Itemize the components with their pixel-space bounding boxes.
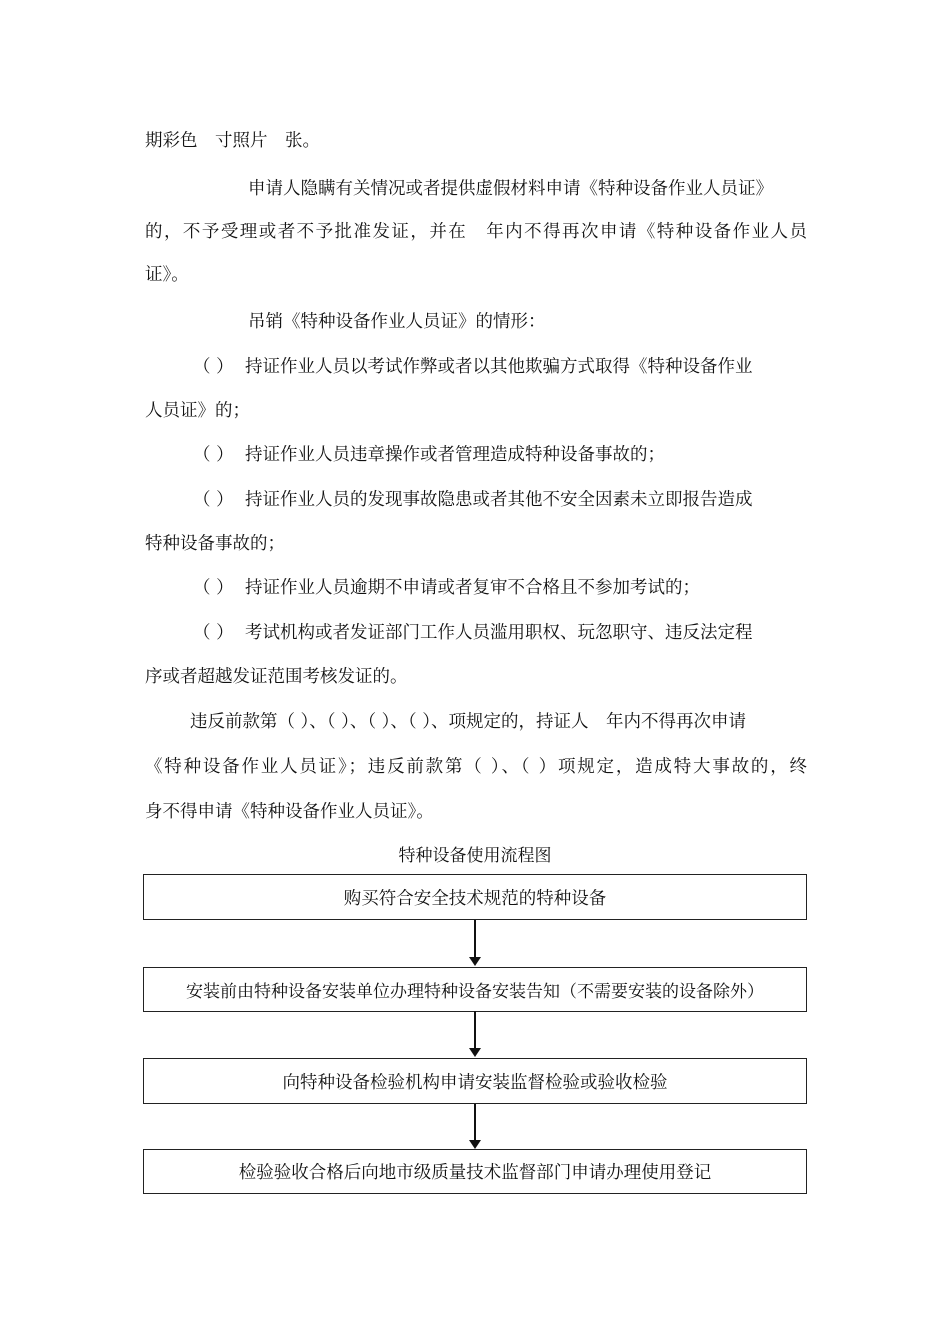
text-line: 身不得申请《特种设备作业人员证》。 xyxy=(145,802,434,822)
flowchart-step-label: 检验验收合格后向地市级质量技术监督部门申请办理使用登记 xyxy=(238,1163,712,1183)
text-line: 持证作业人员的发现事故隐患或者其他不安全因素未立即报告造成 xyxy=(245,490,753,510)
text-line: 持证作业人员违章操作或者管理造成特种设备事故的； xyxy=(245,445,665,465)
flowchart-step xyxy=(143,874,807,920)
text-line: 持证作业人员以考试作弊或者以其他欺骗方式取得《特种设备作业 xyxy=(245,357,753,377)
item-marker: （ ） xyxy=(193,490,234,510)
flow-arrow-icon xyxy=(472,1011,478,1057)
text-line: 特种设备事故的； xyxy=(145,534,285,554)
text-line: 序或者超越发证范围考核发证的。 xyxy=(145,667,408,687)
text-line: 期彩色 寸照片 张。 xyxy=(145,131,320,151)
text-line: 持证作业人员逾期不申请或者复审不合格且不参加考试的； xyxy=(245,578,700,598)
flow-arrow-icon xyxy=(472,920,478,966)
flowchart-title: 特种设备使用流程图 xyxy=(398,846,552,866)
text-line: 考试机构或者发证部门工作人员滥用职权、玩忽职守、违反法定程 xyxy=(245,623,753,643)
text-line: 的，不予受理或者不予批准发证，并在 年内不得再次申请《特种设备作业人员 xyxy=(145,222,807,242)
item-marker: （ ） xyxy=(193,357,234,377)
item-marker: （ ） xyxy=(193,578,234,598)
text-line: 证》。 xyxy=(145,265,189,285)
text-line: 吊销《特种设备作业人员证》的情形： xyxy=(248,312,546,332)
text-line: 违反前款第（ ）、（ ）、（ ）、（ ）、项规定的，持证人 年内不得再次申请 xyxy=(190,712,746,732)
flow-arrow-icon xyxy=(472,1104,478,1149)
flowchart-step xyxy=(143,1149,807,1194)
text-line: 人员证》的； xyxy=(145,401,250,421)
item-marker: （ ） xyxy=(193,623,234,643)
flowchart-step-label: 购买符合安全技术规范的特种设备 xyxy=(343,888,607,909)
flowchart-step-label: 向特种设备检验机构申请安装监督检验或验收检验 xyxy=(282,1072,668,1093)
flowchart-step xyxy=(143,1058,807,1104)
flowchart-step xyxy=(143,967,807,1012)
text-line: 《特种设备作业人员证》；违反前款第（ ）、（ ）项规定，造成特大事故的，终 xyxy=(145,757,807,777)
item-marker: （ ） xyxy=(193,445,234,465)
flowchart-step-label: 安装前由特种设备安装单位办理特种设备安装告知（不需要安装的设备除外） xyxy=(186,982,764,1002)
text-line: 申请人隐瞒有关情况或者提供虚假材料申请《特种设备作业人员证》 xyxy=(248,179,773,199)
